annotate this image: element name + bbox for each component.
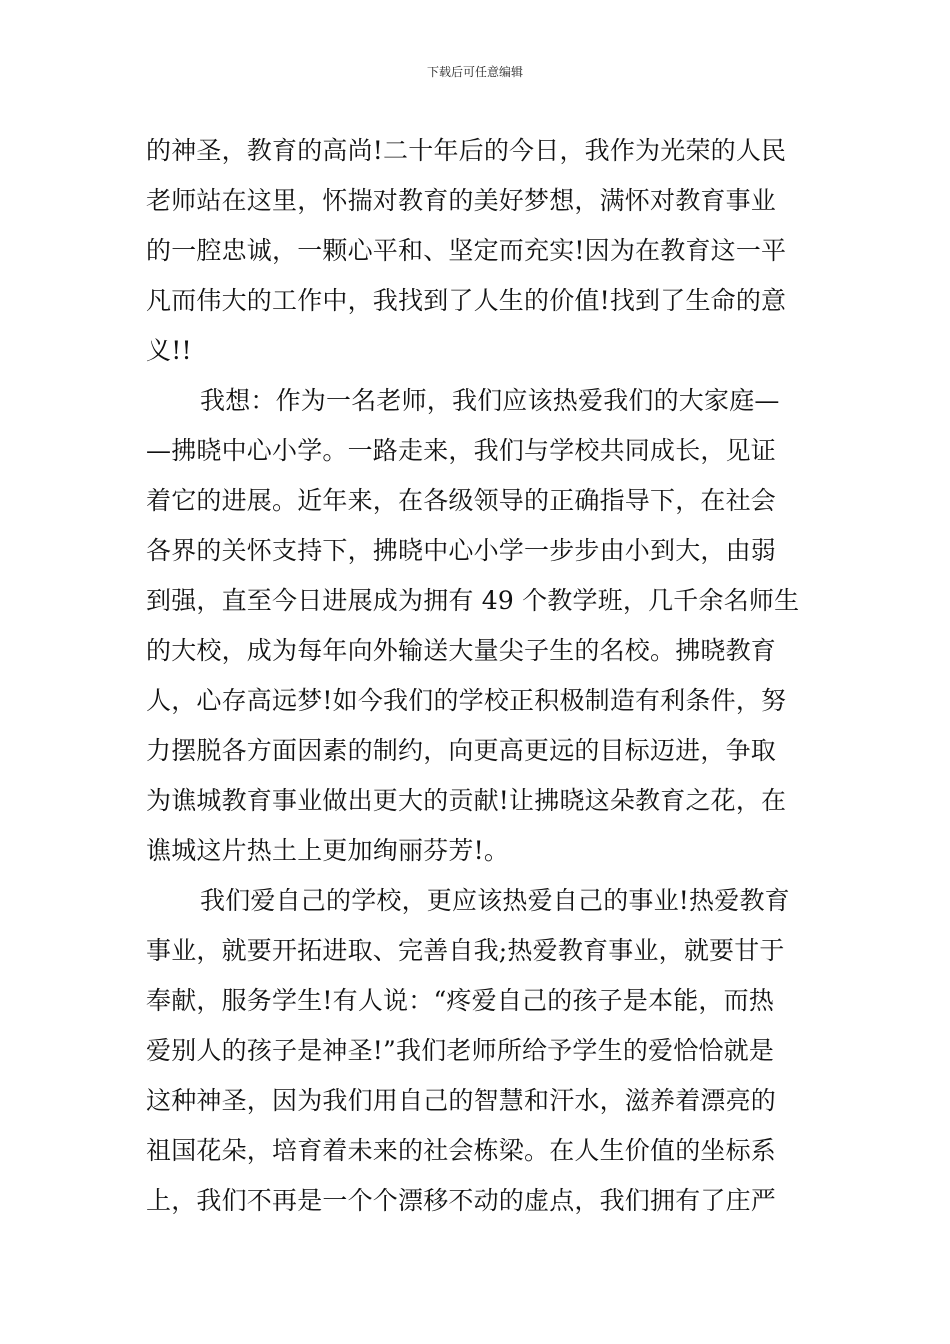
- text-line: 祖国花朵，培育着未来的社会栋梁。在人生价值的坐标系: [146, 1136, 777, 1165]
- text-line: 为谯城教育事业做出更大的贡献!让拂晓这朵教育之花，在: [146, 786, 787, 815]
- text-line: 谯城这片热土上更加绚丽芬芳!。: [146, 836, 510, 865]
- text-line: 的大校，成为每年向外输送大量尖子生的名校。拂晓教育: [146, 636, 777, 665]
- text-line: 我们爱自己的学校，更应该热爱自己的事业!热爱教育: [200, 886, 790, 915]
- text-line: 上，我们不再是一个个漂移不动的虚点，我们拥有了庄严: [146, 1186, 777, 1215]
- paragraph-3: [146, 876, 806, 1226]
- text-line: 我想：作为一名老师，我们应该热爱我们的大家庭—: [200, 386, 780, 415]
- text-line: 爱别人的孩子是神圣!”我们老师所给予学生的爱恰恰就是: [146, 1036, 775, 1065]
- text-line: 老师站在这里，怀揣对教育的美好梦想，满怀对教育事业: [146, 186, 777, 215]
- paragraph-1: [146, 126, 806, 376]
- text-line: 事业，就要开拓进取、完善自我;热爱教育事业，就要甘于: [146, 936, 785, 965]
- paragraph-2: [146, 376, 806, 876]
- document-body: [146, 126, 806, 1226]
- text-line: 凡而伟大的工作中，我找到了人生的价值!找到了生命的意: [146, 286, 787, 315]
- text-line: 义!!: [146, 336, 192, 365]
- text-line: 各界的关怀支持下，拂晓中心小学一步步由小到大，由弱: [146, 536, 777, 565]
- text-line: 奉献，服务学生!有人说：“疼爱自己的孩子是本能，而热: [146, 986, 775, 1015]
- text-line: 的一腔忠诚，一颗心平和、坚定而充实!因为在教育这一平: [146, 236, 787, 265]
- text-line: 到强，直至今日进展成为拥有 49 个教学班，几千余名师生: [146, 586, 800, 615]
- text-line: 力摆脱各方面因素的制约，向更高更远的目标迈进，争取: [146, 736, 777, 765]
- text-line: 着它的进展。近年来，在各级领导的正确指导下，在社会: [146, 486, 777, 515]
- text-line: 人，心存高远梦!如今我们的学校正积极制造有利条件，努: [146, 686, 787, 715]
- text-line: 这种神圣，因为我们用自己的智慧和汗水，滋养着漂亮的: [146, 1086, 777, 1115]
- page-header: 下载后可任意编辑: [426, 65, 523, 79]
- text-line: —拂晓中心小学。一路走来，我们与学校共同成长，见证: [146, 436, 777, 465]
- text-line: 的神圣，教育的高尚!二十年后的今日，我作为光荣的人民: [146, 136, 787, 165]
